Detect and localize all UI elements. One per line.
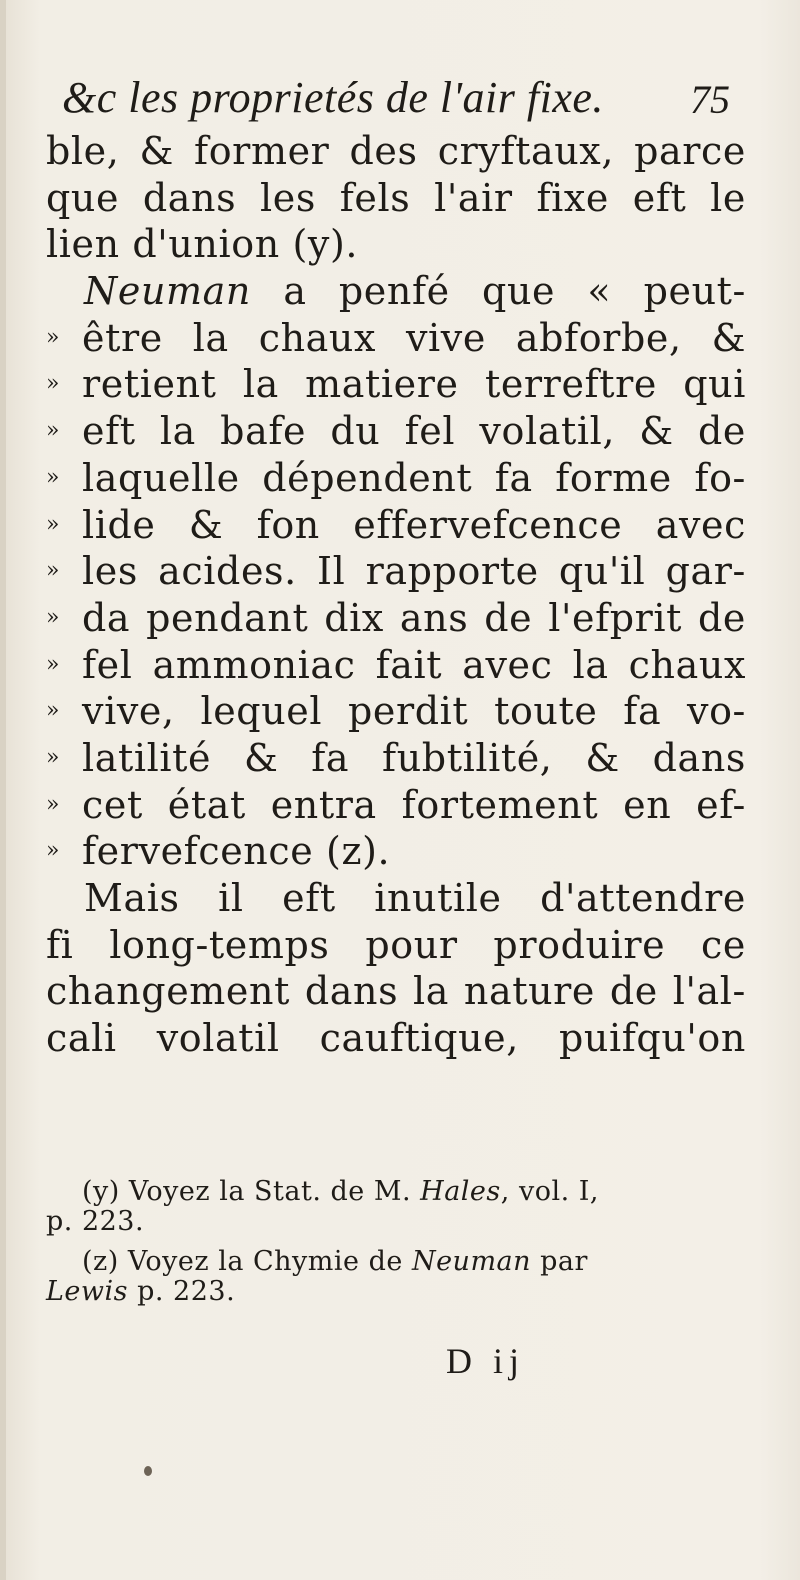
footnote-line xyxy=(46,1177,746,1207)
line-text: les acides. Il rapporte qu'il gar- xyxy=(82,549,746,594)
running-head: &c les proprietés de l'air fixe. xyxy=(62,73,604,122)
text-line xyxy=(46,268,746,315)
quote-mark: » xyxy=(46,651,61,677)
line-text: Mais il eft inutile d'attendre xyxy=(84,876,746,920)
text-line xyxy=(46,1015,746,1062)
quote-mark: » xyxy=(46,698,61,724)
footnote-pre: (y) Voyez la Stat. de M. xyxy=(82,1176,421,1207)
line-text: da pendant dix ans de l'efprit de xyxy=(82,595,746,640)
footnote-post: , vol. I, xyxy=(500,1176,600,1207)
line-text: fi long-temps pour produire ce xyxy=(46,922,746,967)
line-text: cet état entra fortement en ef- xyxy=(82,782,746,827)
quote-mark: » xyxy=(46,558,61,584)
text-line xyxy=(46,455,746,502)
text-line xyxy=(46,548,746,595)
quote-mark: » xyxy=(46,744,61,770)
line-text: fel ammoniac fait avec la chaux xyxy=(82,642,746,687)
text-line xyxy=(46,642,746,689)
line-text: cali volatil cauftique, puifqu'on xyxy=(46,1016,746,1061)
text-line xyxy=(46,502,746,549)
footnote-post: par xyxy=(531,1246,588,1277)
text-line xyxy=(46,688,746,735)
ink-spot xyxy=(144,1466,152,1476)
footnote-line xyxy=(46,1247,746,1277)
footnote-italic: Lewis xyxy=(46,1276,129,1307)
quote-mark: » xyxy=(46,418,61,444)
text-line xyxy=(46,828,746,875)
text-line xyxy=(46,875,746,922)
line-text: eft la bafe du fel volatil, & de xyxy=(82,409,746,454)
quote-mark: » xyxy=(46,324,61,350)
footnote xyxy=(46,1247,746,1307)
footnote-italic: Hales xyxy=(420,1176,501,1207)
quote-mark: » xyxy=(46,791,61,817)
text-line xyxy=(46,128,746,175)
line-text: que dans les fels l'air fixe eft le xyxy=(46,175,746,220)
footnote-post: p. 223. xyxy=(128,1276,236,1307)
line-text: latilité & fa fubtilité, & dans xyxy=(82,735,746,780)
text-line xyxy=(46,408,746,455)
line-text: changement dans la nature de l'al- xyxy=(46,969,746,1014)
text-line xyxy=(46,922,746,969)
text-line xyxy=(46,782,746,829)
text-line xyxy=(46,735,746,782)
footnote-line xyxy=(46,1277,746,1307)
signature-mark: D ij xyxy=(446,1341,526,1381)
line-text: a penfé que « peut- xyxy=(283,269,746,314)
page-edge xyxy=(0,0,6,1580)
footnotes xyxy=(46,1177,746,1307)
footnote xyxy=(46,1177,746,1237)
footnote-line xyxy=(46,1207,746,1237)
quote-mark: » xyxy=(46,371,61,397)
body-text xyxy=(46,128,746,1062)
footnote-pre: (z) Voyez la Chymie de xyxy=(82,1246,412,1277)
quote-mark: » xyxy=(46,511,61,537)
text-line xyxy=(46,968,746,1015)
footnote-pre: p. 223. xyxy=(46,1206,145,1237)
line-text: être la chaux vive abforbe, & xyxy=(82,315,746,360)
quote-mark: » xyxy=(46,838,61,864)
line-text: fervefcence (z). xyxy=(82,829,391,874)
text-line xyxy=(46,175,746,222)
footnote-italic: Neuman xyxy=(411,1246,532,1277)
page-number: 75 xyxy=(690,77,730,122)
line-text: laquelle dépendent fa forme fo- xyxy=(82,455,746,500)
line-text: ble, & former des cryftaux, parce xyxy=(46,129,746,173)
line-text: vive, lequel perdit toute fa vo- xyxy=(82,689,746,734)
quote-mark: » xyxy=(46,604,61,630)
line-text: lide & fon effervefcence avec xyxy=(82,502,746,547)
quote-mark: » xyxy=(46,464,61,490)
author-name: Neuman xyxy=(84,269,251,314)
line-text: retient la matiere terreftre qui xyxy=(82,362,746,407)
text-line xyxy=(46,315,746,362)
text-line xyxy=(46,221,746,268)
text-line xyxy=(46,361,746,408)
line-text: lien d'union (y). xyxy=(46,222,359,267)
text-line xyxy=(46,595,746,642)
